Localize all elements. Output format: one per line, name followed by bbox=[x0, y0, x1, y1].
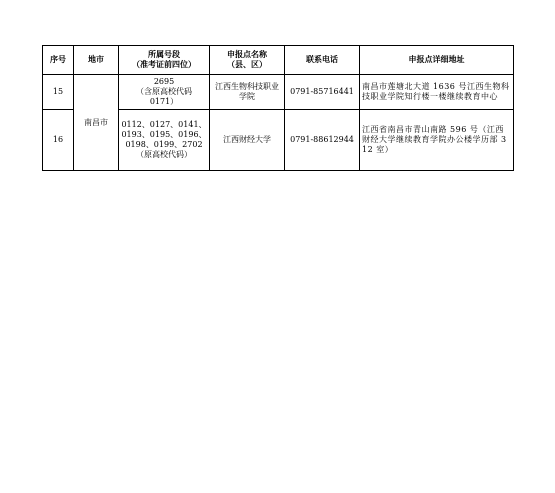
header-site bbox=[210, 46, 285, 75]
segment-cell bbox=[119, 110, 210, 171]
header-city: 地市 bbox=[74, 46, 119, 75]
city-cell: 南昌市 bbox=[74, 75, 119, 171]
header-address: 申报点详细地址 bbox=[360, 46, 514, 75]
phone-cell: 0791-88612944 bbox=[285, 110, 360, 171]
segment-cell bbox=[119, 75, 210, 110]
header-segment-line1: 所属号段 bbox=[148, 50, 180, 59]
seq-cell: 15 bbox=[43, 75, 74, 110]
site-cell: 江西生物科技职业学院 bbox=[210, 75, 285, 110]
address-cell: 江西省南昌市青山南路 596 号（江西财经大学继续教育学院办公楼学历部 312 室） bbox=[360, 110, 514, 171]
header-phone: 联系电话 bbox=[285, 46, 360, 75]
site-cell: 江西财经大学 bbox=[210, 110, 285, 171]
segment-line1: 0112、0127、0141、 bbox=[121, 120, 207, 129]
segment-line2: 0193、0195、0196、 bbox=[121, 130, 207, 139]
header-site-line2: （县、区） bbox=[227, 60, 267, 69]
header-site-line1: 申报点名称 bbox=[227, 50, 267, 59]
registration-site-table bbox=[42, 45, 514, 171]
segment-line1: 2695 bbox=[153, 77, 175, 86]
header-segment-line2: （准考证前四位） bbox=[132, 60, 196, 69]
phone-cell: 0791-85716441 bbox=[285, 75, 360, 110]
segment-line2: （含原高校代码 bbox=[136, 87, 192, 96]
table-header-row bbox=[43, 46, 514, 75]
segment-line3: 0198、0199、2702 bbox=[125, 140, 203, 149]
seq-cell: 16 bbox=[43, 110, 74, 171]
header-seq: 序号 bbox=[43, 46, 74, 75]
segment-line4: （原高校代码） bbox=[136, 150, 192, 159]
address-cell: 南昌市莲塘北大道 1636 号江西生物科技职业学院知行楼一楼继续教育中心 bbox=[360, 75, 514, 110]
header-segment bbox=[119, 46, 210, 75]
segment-line3: 0171） bbox=[149, 97, 179, 106]
table-row bbox=[43, 75, 514, 110]
